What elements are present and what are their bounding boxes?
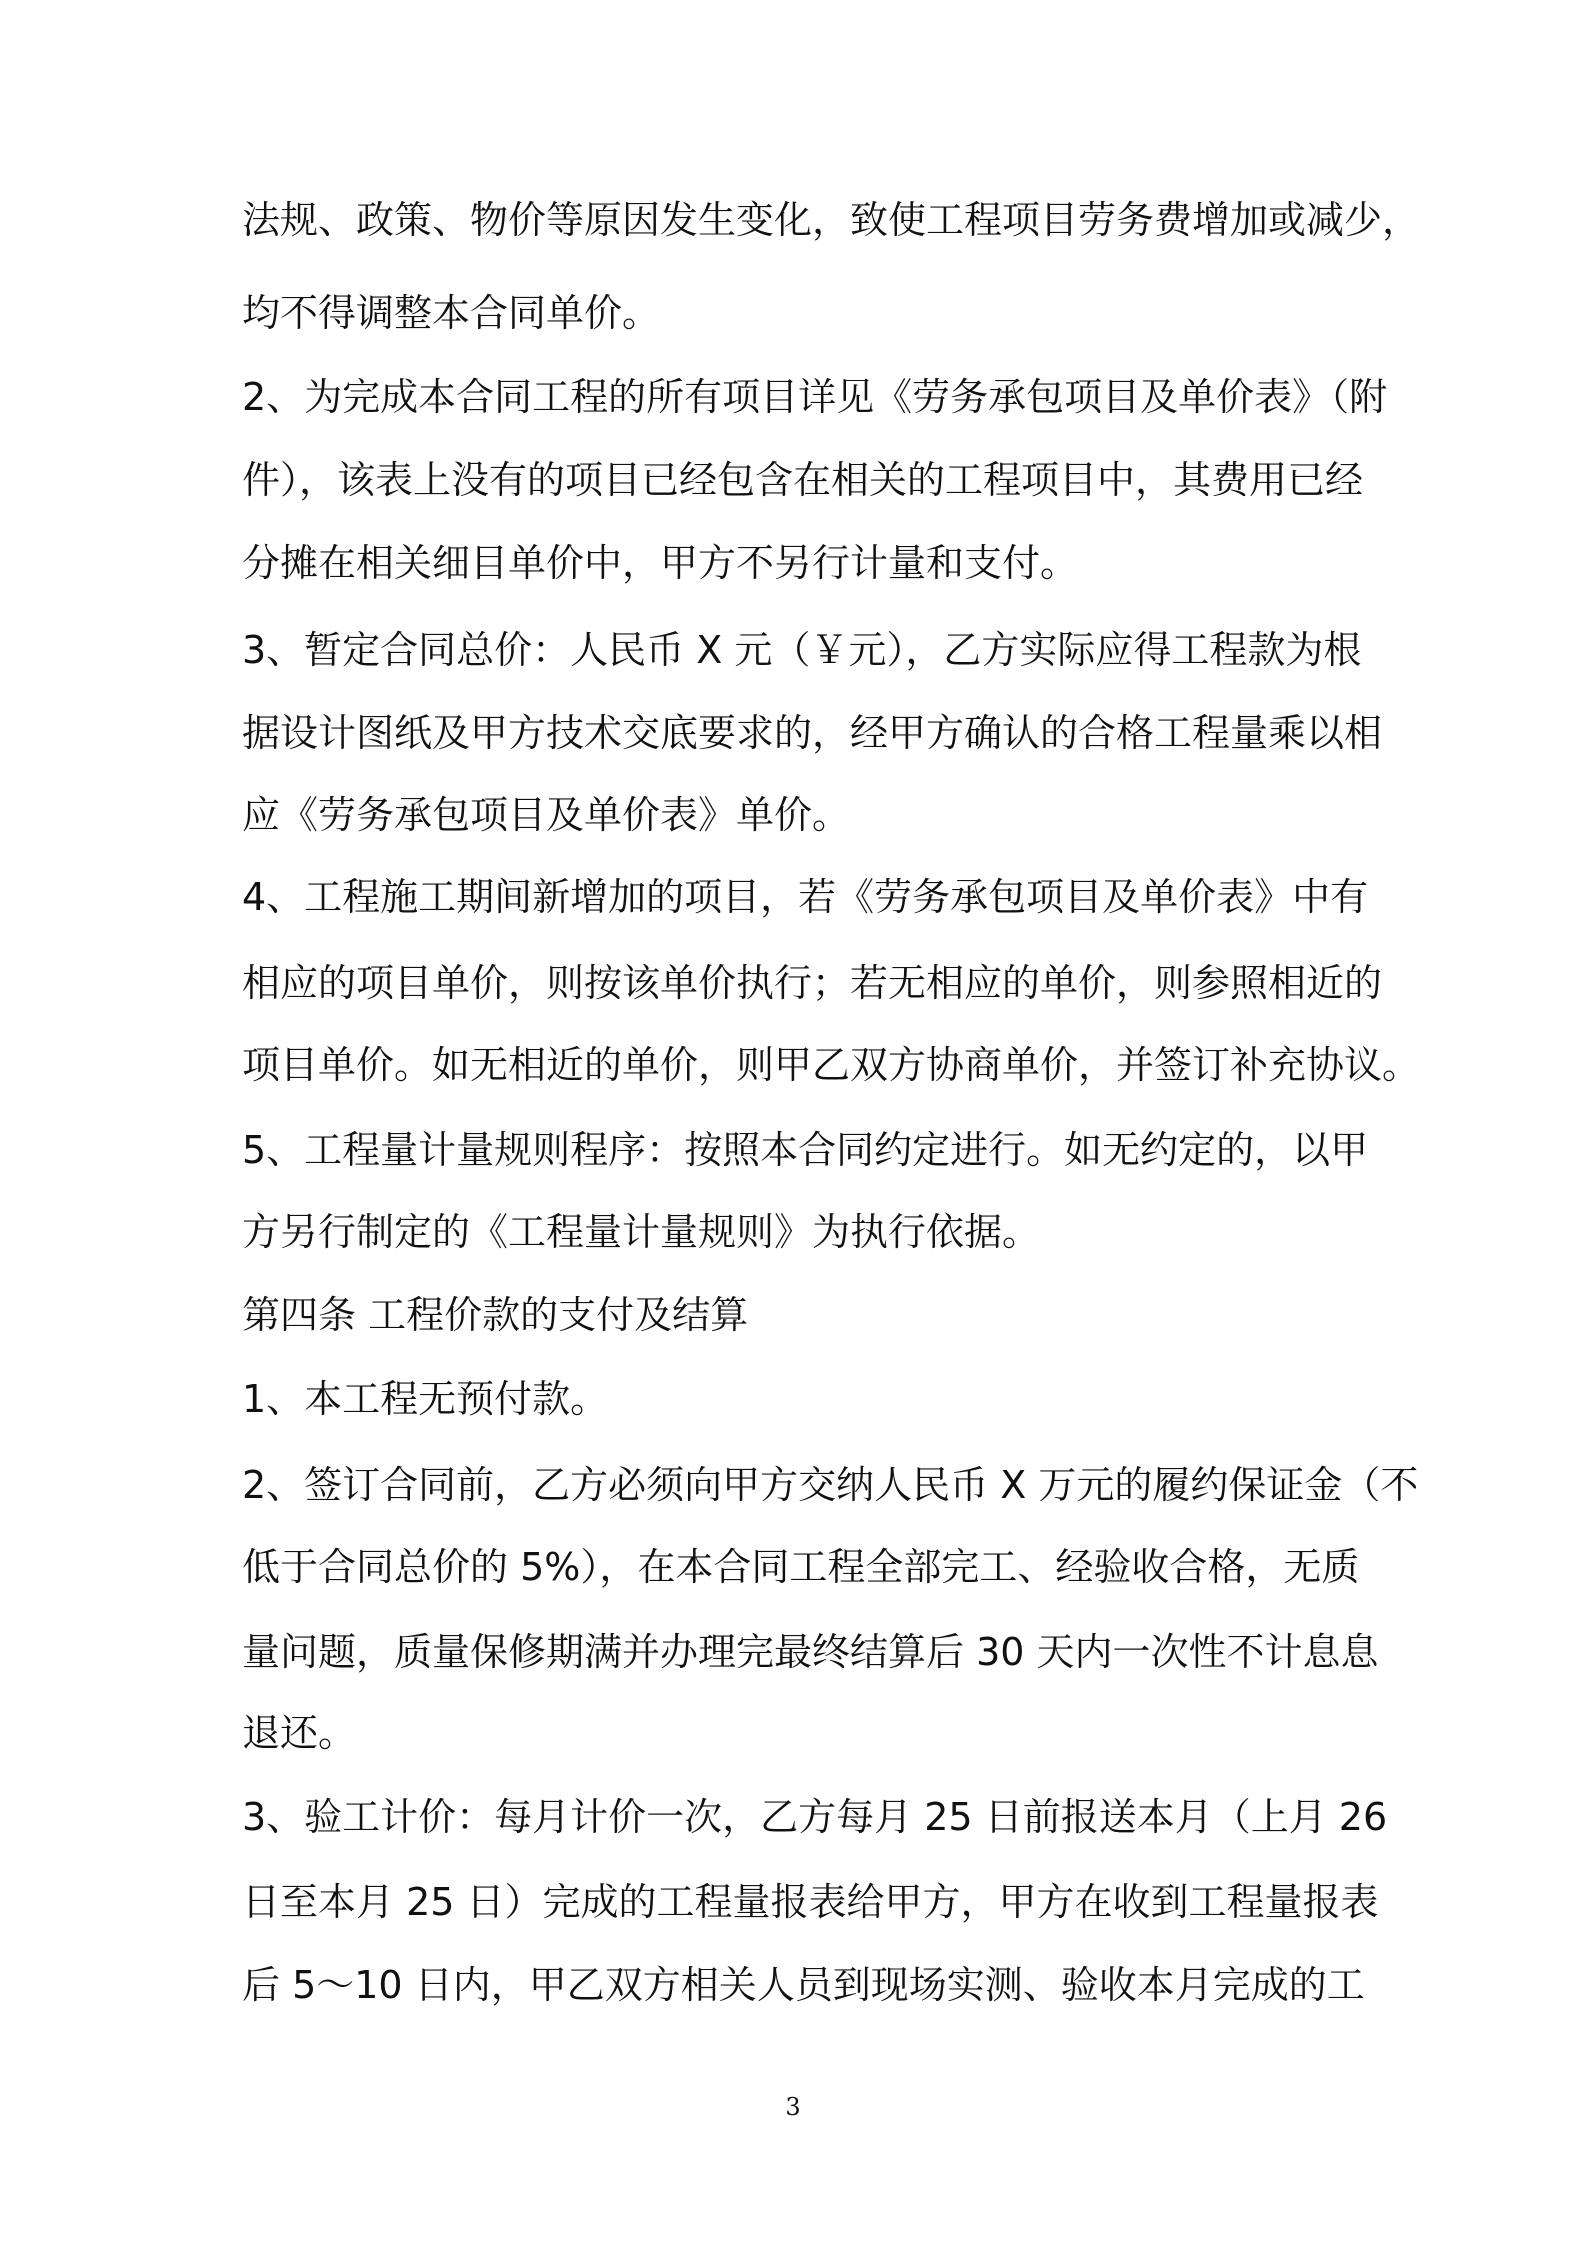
text-line: 相应的项目单价，则按该单价执行；若无相应的单价，则参照相近的 — [242, 961, 1383, 1005]
text-line: 2、签订合同前，乙方必须向甲方交纳人民币 X 万元的履约保证金（不 — [242, 1463, 1419, 1507]
text-line: 分摊在相关细目单价中，甲方不另行计量和支付。 — [242, 541, 1079, 585]
text-line: 后 5～10 日内，甲乙双方相关人员到现场实测、验收本月完成的工 — [242, 1963, 1365, 2007]
text-line: 3、暂定合同总价：人民币 X 元（￥元），乙方实际应得工程款为根 — [242, 628, 1362, 672]
section-heading: 第四条 工程价款的支付及结算 — [242, 1293, 749, 1337]
text-line: 2、为完成本合同工程的所有项目详见《劳务承包项目及单价表》（附 — [242, 375, 1388, 419]
page-number: 3 — [785, 2093, 801, 2121]
text-line: 据设计图纸及甲方技术交底要求的，经甲方确认的合格工程量乘以相 — [242, 711, 1383, 755]
text-line: 低于合同总价的 5%），在本合同工程全部完工、经验收合格，无质 — [242, 1545, 1360, 1589]
text-line: 法规、政策、物价等原因发生变化，致使工程项目劳务费增加或减少， — [242, 198, 1421, 242]
text-line: 方另行制定的《工程量计量规则》为执行依据。 — [242, 1210, 1041, 1254]
text-line: 日至本月 25 日）完成的工程量报表给甲方，甲方在收到工程量报表 — [242, 1880, 1379, 1924]
text-line: 量问题，质量保修期满并办理完最终结算后 30 天内一次性不计息息 — [242, 1630, 1379, 1674]
text-line: 5、工程量计量规则程序：按照本合同约定进行。如无约定的，以甲 — [242, 1128, 1369, 1172]
text-line: 1、本工程无预付款。 — [242, 1377, 609, 1421]
text-line: 退还。 — [242, 1711, 357, 1755]
text-line: 均不得调整本合同单价。 — [242, 291, 661, 335]
text-line: 3、验工计价：每月计价一次，乙方每月 25 日前报送本月（上月 26 — [242, 1795, 1388, 1839]
text-line: 4、工程施工期间新增加的项目，若《劳务承包项目及单价表》中有 — [242, 875, 1369, 919]
text-line: 应《劳务承包项目及单价表》单价。 — [242, 793, 851, 837]
text-line: 件），该表上没有的项目已经包含在相关的工程项目中，其费用已经 — [242, 458, 1364, 502]
text-line: 项目单价。如无相近的单价，则甲乙双方协商单价，并签订补充协议。 — [242, 1043, 1421, 1087]
